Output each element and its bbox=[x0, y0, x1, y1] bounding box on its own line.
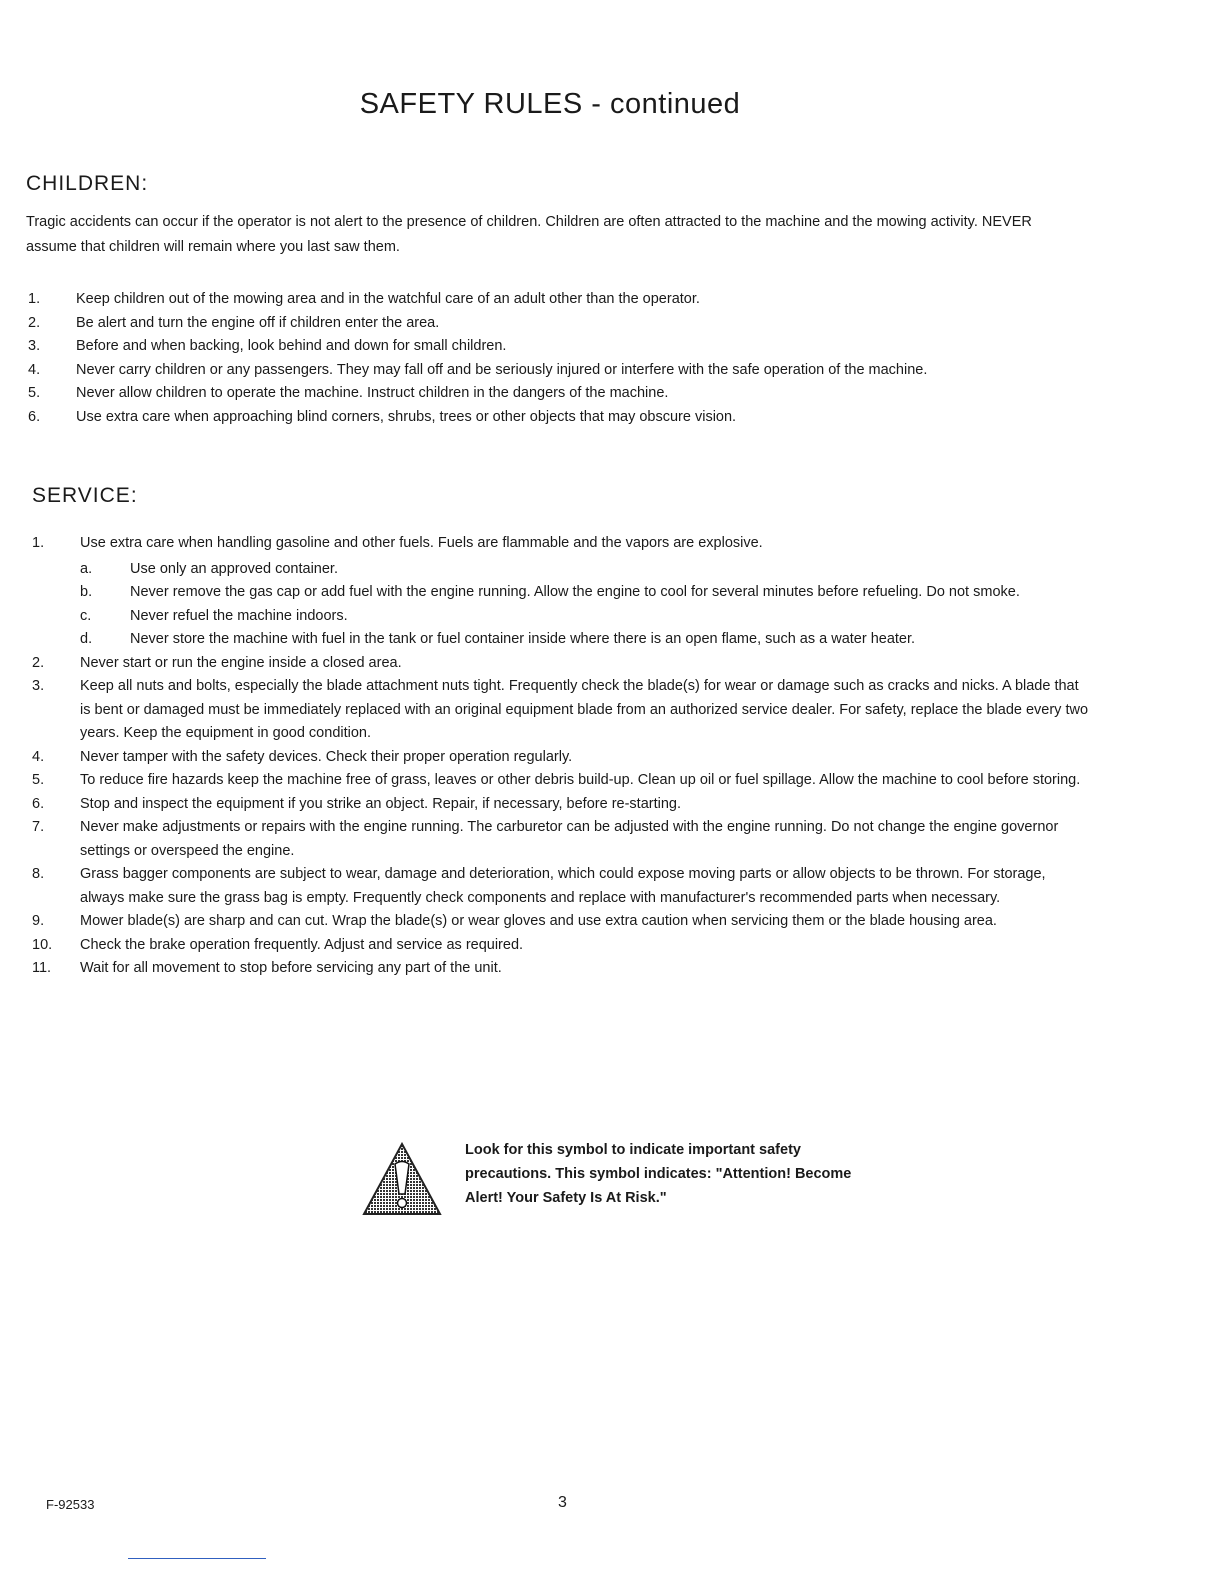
item-number: 4. bbox=[28, 361, 41, 378]
list-item bbox=[32, 769, 1092, 793]
item-number: 5. bbox=[28, 385, 41, 401]
list-item bbox=[32, 957, 1092, 981]
item-text: Use extra care when handling gasoline and other fuels. Fuels are flammable and the vapors are explosive. bbox=[80, 535, 763, 551]
item-number: 1. bbox=[32, 535, 45, 551]
service-heading: SERVICE: bbox=[32, 484, 138, 507]
sub-item-letter: d. bbox=[80, 631, 93, 647]
item-text: Mower blade(s) are sharp and can cut. Wrap the blade(s) or wear gloves and use extra caution when servicing them or the blade housing area. bbox=[80, 913, 997, 929]
item-text: Grass bagger components are subject to wear, damage and deterioration, which could expose moving parts or allow objects to be thrown. For storage, always make sure the grass bag is empty. Frequently check components and replace with manufacturer's recommended parts when necessary. bbox=[80, 866, 1046, 906]
list-item bbox=[32, 746, 1092, 770]
safety-symbol-text: Look for this symbol to indicate important safety precautions. This symbol indicates: "Attention! Become Alert! Your Safety Is At Risk." bbox=[465, 1142, 852, 1206]
sub-list-item bbox=[80, 558, 1092, 582]
sub-item-text: Never remove the gas cap or add fuel with the engine running. Allow the engine to cool for several minutes before refueling. Do not smoke. bbox=[130, 584, 1020, 600]
sub-item-letter: b. bbox=[80, 584, 93, 600]
children-heading: CHILDREN: bbox=[26, 172, 149, 195]
service-list bbox=[32, 532, 1092, 981]
item-text: Keep all nuts and bolts, especially the blade attachment nuts tight. Frequently check the blade(s) for wear or damage such as cracks and nicks. A blade that is bent or damaged must be immediately replaced with an original equipment blade from an authorized service dealer. For safety, replace the blade every two years. Keep the equipment in good condition. bbox=[80, 678, 1089, 741]
list-item bbox=[28, 382, 1088, 406]
item-text: Check the brake operation frequently. Adjust and service as required. bbox=[80, 936, 524, 953]
item-text: Never make adjustments or repairs with the engine running. The carburetor can be adjusted with the engine running. Do not change the engine governor settings or overspeed the engine. bbox=[80, 819, 1059, 859]
list-item bbox=[28, 312, 1088, 336]
list-item bbox=[32, 675, 1092, 746]
sub-item-letter: a. bbox=[80, 560, 93, 577]
footer-divider bbox=[128, 1558, 266, 1559]
list-item bbox=[32, 863, 1092, 910]
sub-list-item bbox=[80, 605, 1092, 629]
list-item bbox=[32, 816, 1092, 863]
item-number: 2. bbox=[32, 654, 45, 671]
item-text: Wait for all movement to stop before servicing any part of the unit. bbox=[80, 960, 502, 976]
item-text: Before and when backing, look behind and down for small children. bbox=[76, 338, 507, 354]
item-number: 3. bbox=[28, 338, 41, 354]
page-number: 3 bbox=[558, 1494, 567, 1511]
item-number: 2. bbox=[28, 314, 41, 331]
item-number: 11. bbox=[32, 960, 52, 976]
item-text: Never start or run the engine inside a closed area. bbox=[80, 654, 402, 671]
list-item bbox=[28, 288, 1088, 312]
item-text: Never carry children or any passengers. They may fall off and be seriously injured or interfere with the safe operation of the machine. bbox=[76, 361, 928, 378]
fuel-sublist bbox=[80, 558, 1092, 652]
sub-list-item bbox=[80, 581, 1092, 605]
item-text: Never allow children to operate the machine. Instruct children in the dangers of the machine. bbox=[76, 385, 669, 401]
list-item bbox=[28, 335, 1088, 359]
list-item bbox=[32, 793, 1092, 817]
page-title: SAFETY RULES - continued bbox=[359, 88, 741, 120]
list-item bbox=[28, 406, 1088, 430]
item-number: 8. bbox=[32, 866, 45, 882]
item-number: 9. bbox=[32, 913, 45, 929]
item-text: Keep children out of the mowing area and in the watchful care of an adult other than the operator. bbox=[76, 291, 700, 307]
list-item bbox=[32, 910, 1092, 934]
list-item bbox=[32, 652, 1092, 676]
list-item bbox=[28, 359, 1088, 383]
item-number: 5. bbox=[32, 772, 45, 788]
item-text: Stop and inspect the equipment if you strike an object. Repair, if necessary, before re-starting. bbox=[80, 795, 681, 812]
list-item bbox=[32, 532, 1092, 652]
item-text: Be alert and turn the engine off if children enter the area. bbox=[76, 314, 440, 331]
sub-list-item bbox=[80, 628, 1092, 652]
item-number: 1. bbox=[28, 291, 41, 307]
sub-item-text: Never store the machine with fuel in the tank or fuel container inside where there is an open flame, such as a water heater. bbox=[130, 631, 916, 647]
list-item bbox=[32, 934, 1092, 958]
item-number: 4. bbox=[32, 748, 45, 765]
item-number: 10. bbox=[32, 936, 53, 953]
warning-triangle-icon bbox=[362, 1142, 442, 1216]
item-number: 6. bbox=[28, 408, 41, 425]
children-list bbox=[28, 288, 1088, 429]
item-text: Never tamper with the safety devices. Check their proper operation regularly. bbox=[80, 748, 573, 765]
sub-item-text: Use only an approved container. bbox=[130, 560, 338, 577]
item-number: 6. bbox=[32, 795, 45, 812]
children-intro: Tragic accidents can occur if the operator is not alert to the presence of children. Children are often attracted to the machine and the mowing activity. NEVER assume that children will remain where you last saw them. bbox=[26, 214, 1032, 255]
item-text: To reduce fire hazards keep the machine free of grass, leaves or other debris build-up. Clean up oil or fuel spillage. Allow the machine to cool before storing. bbox=[80, 772, 1081, 788]
item-number: 3. bbox=[32, 678, 45, 694]
item-text: Use extra care when approaching blind corners, shrubs, trees or other objects that may obscure vision. bbox=[76, 408, 737, 425]
item-number: 7. bbox=[32, 819, 45, 835]
sub-item-text: Never refuel the machine indoors. bbox=[130, 607, 348, 624]
safety-symbol-notice bbox=[362, 1138, 882, 1228]
sub-item-letter: c. bbox=[80, 607, 92, 624]
document-code: F-92533 bbox=[46, 1497, 95, 1512]
